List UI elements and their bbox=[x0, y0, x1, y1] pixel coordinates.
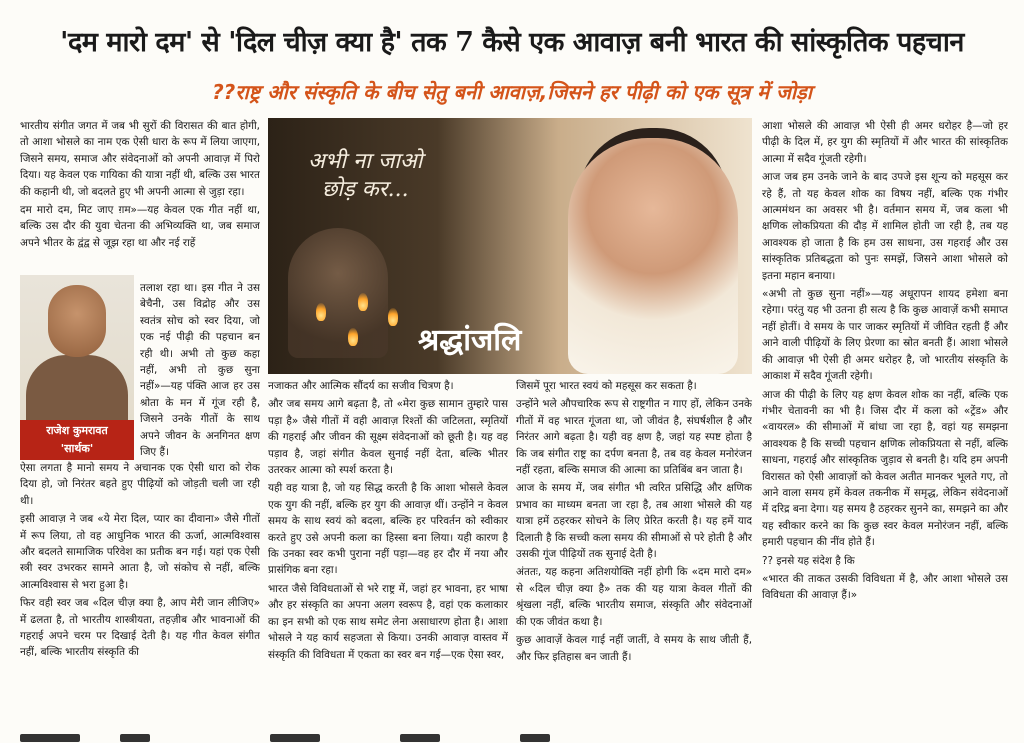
singer-portrait bbox=[568, 138, 738, 374]
cutoff-text-fragment bbox=[120, 734, 150, 742]
photo-caption-top bbox=[308, 148, 422, 204]
paragraph: आज के समय में, जब संगीत भी त्वरित प्रसिद्धि और क्षणिक प्रभाव का माध्यम बनता जा रहा है, तब आशा भोसले की यह यात्रा हमें ठहरकर सोचने के लिए प्रेरित करती है। यह हमें याद दिलाती है कि सच्ची कला समय की सीमाओं से परे होती है और उसकी गूंज पीढ़ियों तक सुनाई देती है। bbox=[516, 482, 752, 561]
column-1-top bbox=[20, 118, 260, 280]
singer-silhouette bbox=[288, 228, 388, 358]
author-body bbox=[26, 355, 128, 420]
paragraph: आशा भोसले की आवाज़ भी ऐसी ही अमर धरोहर है—जो हर पीढ़ी के दिल में, हर युग की स्मृतियों में और भारत की सांस्कृतिक आत्मा में सदैव गूंजती रहेगी। bbox=[762, 120, 1008, 165]
paragraph: फिर वही स्वर जब «दिल चीज़ क्या है, आप मेरी जान लीजिए» में ढलता है, तो भारतीय शास्त्रीयता, तहज़ीब और भावनाओं की गहराई अपने चरम पर दिखाई देती है। यह गीत केवल संगीत नहीं, बल्कि भारतीय संस्कृति की bbox=[20, 597, 260, 659]
caption-line: अभी ना जाओ bbox=[308, 149, 423, 174]
cutoff-text-fragment bbox=[270, 734, 320, 742]
column-1-bottom bbox=[20, 460, 260, 722]
paragraph: इसी आवाज़ ने जब «ये मेरा दिल, प्यार का दीवाना» जैसे गीतों में रूप लिया, तो वह आधुनिक भारत की ऊर्जा, आत्मविश्वास और बदलते सामाजिक परिवेश का प्रतीक बन गई। यहां एक ऐसी स्त्री स्वर उभरकर सामने आता है, जो संकोच से नहीं, बल्कि आत्मविश्वास से भरा हुआ है। bbox=[20, 513, 260, 591]
column-2 bbox=[268, 378, 508, 720]
paragraph: «अभी तो कुछ सुना नहीं»—यह अधूरापन शायद हमेशा बना रहेगा। परंतु यह भी उतना ही सत्य है कि कुछ आवाज़ें कभी समाप्त नहीं होतीं। वे समय के पार जाकर स्मृतियों में जीवित रहती हैं और आने वाली पीढ़ियों के लिए प्रेरणा का स्रोत बनती हैं। आशा भोसले की आवाज़ भी ऐसी ही अमर धरोहर है, जो भारतीय संस्कृति के आकाश में सदैव गूंजती रहेगी। bbox=[762, 288, 1008, 383]
paragraph: भारतीय संगीत जगत में जब भी सुरों की विरासत की बात होगी, तो आशा भोसले का नाम एक ऐसी धारा के रूप में लिया जाएगा, जिसने समय, समाज और संवेदनाओं को अपनी आवाज़ में पिरो दिया। यह केवल एक गायिका की यात्रा नहीं थी, बल्कि उस भारत की कहानी थी, जो बदलते हुए भी अपनी आत्मा से जुड़ा रहा। bbox=[20, 120, 260, 198]
caption-line: छोड़ कर... bbox=[321, 177, 409, 202]
paragraph: आज जब हम उनके जाने के बाद उपजे इस शून्य को महसूस कर रहे हैं, तो यह केवल शोक का विषय नहीं, बल्कि एक गंभीर आत्ममंथन का अवसर भी है। वर्तमान समय में, जब कला भी क्षणिक लोकप्रियता की दौड़ में शामिल होती जा रही है, तब यह आवश्यक हो जाता है कि हम उस साधना, उस गहराई और उस सांस्कृतिक प्रतिबद्धता को पुनः समझें, जिसने आशा भोसले को इतना महान बनाया। bbox=[762, 171, 1008, 282]
paragraph: ऐसा लगता है मानो समय ने अचानक एक ऐसी धारा को रोक दिया हो, जो निरंतर बहते हुए पीढ़ियों को जोड़ती चली जा रही थी। bbox=[20, 462, 260, 507]
paragraph: जिसमें पूरा भारत स्वयं को महसूस कर सकता है। bbox=[516, 380, 697, 392]
paragraph: ?? इनसे यह संदेश है कि bbox=[762, 554, 855, 567]
author-byline bbox=[20, 420, 134, 460]
author-photo bbox=[20, 275, 134, 420]
paragraph: आज की पीढ़ी के लिए यह क्षण केवल शोक का नहीं, बल्कि एक गंभीर चेतावनी का भी है। जिस दौर में कला को «ट्रेंड» और «वायरल» की सीमाओं में बांधा जा रहा है, वहां यह समझना आवश्यक है कि सच्ची पहचान क्षणिक लोकप्रियता से नहीं, बल्कि साधना, गहराई और सांस्कृतिक जुड़ाव से बनती है। यदि हम अपनी विरासत को ऐसी आवाज़ों को केवल अतीत मानकर भूलते गए, तो आने वाला समय हमें केवल तकनीक में समृद्ध, लेकिन संवेदनाओं में दरिद्र बना देगा। यह समय है ठहरकर सुनने का, समझने का और यह स्वीकार करने का कि कुछ स्वर केवल मनोरंजन नहीं, बल्कि हमारी पहचान की नींव होते हैं। bbox=[762, 388, 1008, 549]
column-3 bbox=[516, 378, 752, 720]
paragraph: उन्होंने भले औपचारिक रूप से राष्ट्रगीत न गाए हों, लेकिन उनके गीतों में वह भारत गूंजता था, जो जीवंत है, संघर्षशील है और निरंतर आगे बढ़ता है। यही वह क्षण है, जहां यह स्पष्ट होता है कि जब संगीत राष्ट्र का दर्पण बनता है, तब वह केवल मनोरंजन नहीं रहता, बल्कि समाज की आत्मा का प्रतिबिंब बन जाता है। bbox=[516, 398, 752, 477]
cutoff-text-fragment bbox=[520, 734, 550, 742]
column-4 bbox=[762, 118, 1008, 718]
headline: 'दम मारो दम' से 'दिल चीज़ क्या है' तक 7 कैसे एक आवाज़ बनी भारत की सांस्कृतिक पहचान bbox=[60, 27, 964, 58]
paragraph: «भारत की ताकत उसकी विविधता में है, और आशा भोसले उस विविधता की आवाज़ हैं।» bbox=[762, 572, 1008, 602]
subheadline: ??राष्ट्र और संस्कृति के बीच सेतु बनी आवाज़,जिसने हर पीढ़ी को एक सूत्र में जोड़ा bbox=[212, 80, 812, 104]
tribute-photo bbox=[268, 118, 752, 374]
paragraph: कुछ आवाज़ें केवल गाई नहीं जातीं, वे समय के साथ जीती हैं, और फिर इतिहास बन जाती हैं। bbox=[516, 634, 752, 663]
paragraph: अंततः, यह कहना अतिशयोक्ति नहीं होगी कि «दम मारो दम» से «दिल चीज़ क्या है» तक की यह यात्रा केवल गीतों की श्रृंखला नहीं, बल्कि भारतीय समाज, संस्कृति और संवेदनाओं की एक जीवंत कथा है। bbox=[516, 566, 752, 628]
diya-lamp-icon bbox=[316, 303, 326, 321]
photo-caption-bottom: श्रद्धांजलि bbox=[418, 323, 522, 358]
paragraph: तलाश रहा था। इस गीत ने उस बेचैनी, उस विद्रोह और उस स्वतंत्र सोच को स्वर दिया, जो एक नई पीढ़ी की पहचान बन रही थी। अभी तो कुछ कहा नहीं, अभी तो कुछ सुना नहीं»—यह पंक्ति आज हर उस श्रोता के मन में गूंज रही है, जिसने उनके गीतों के साथ अपने जीवन के अनगिनत क्षण जिए हैं। bbox=[140, 282, 260, 459]
paragraph: भारत जैसे विविधताओं से भरे राष्ट्र में, जहां हर भावना, हर भाषा और हर संस्कृति का अपना अलग स्वरूप है, वहां एक कलाकार का इन सभी को एक साथ समेट लेना असाधारण होता है। आशा भोसले ने यह कार्य सहजता से किया। उनकी आवाज़ वास्तव में संस्कृति की विविधता में एकता का स्वर बन गई—एक ऐसा स्वर, bbox=[268, 582, 508, 661]
author-head bbox=[48, 285, 106, 357]
cutoff-text-fragment bbox=[20, 734, 80, 742]
paragraph: यही वह यात्रा है, जो यह सिद्ध करती है कि आशा भोसले केवल एक युग की नहीं, बल्कि हर युग की आवाज़ थीं। उन्होंने न केवल समय के साथ स्वयं को बदला, बल्कि हर परिवर्तन को स्वीकार करते हुए उसे अपनी कला का हिस्सा बना लिया। यही कारण है कि उनका स्वर कभी पुराना नहीं पड़ा—वह हर दौर में नया और प्रासंगिक बना रहा। bbox=[268, 482, 508, 577]
cutoff-text-fragment bbox=[400, 734, 440, 742]
diya-lamp-icon bbox=[388, 308, 398, 326]
author-name: राजेश कुमरावत bbox=[46, 424, 108, 437]
diya-lamp-icon bbox=[358, 293, 368, 311]
paragraph: दम मारो दम, मिट जाए ग़म»—यह केवल एक गीत नहीं था, बल्कि उस दौर की युवा चेतना की अभिव्यक्ति था, जब समाज अपने भीतर के द्वंद्व से जूझ रहा था और नई राहें bbox=[20, 204, 260, 249]
next-article-cutoff bbox=[0, 728, 1024, 743]
diya-lamp-icon bbox=[348, 328, 358, 346]
author-pen-name: 'सार्थक' bbox=[60, 442, 94, 455]
column-1-side bbox=[140, 280, 260, 460]
paragraph: नजाकत और आत्मिक सौंदर्य का सजीव चित्रण है। bbox=[268, 380, 454, 392]
paragraph: और जब समय आगे बढ़ता है, तो «मेरा कुछ सामान तुम्हारे पास पड़ा है» जैसे गीतों में वही आवाज़ रिश्तों की जटिलता, स्मृतियों की गहराई और जीवन की सूक्ष्म संवेदनाओं को छूती है। यह वह पड़ाव है, जहां संगीत केवल सुनाई नहीं देता, बल्कि भीतर उतरकर आत्मा को स्पर्श करता है। bbox=[268, 398, 508, 477]
